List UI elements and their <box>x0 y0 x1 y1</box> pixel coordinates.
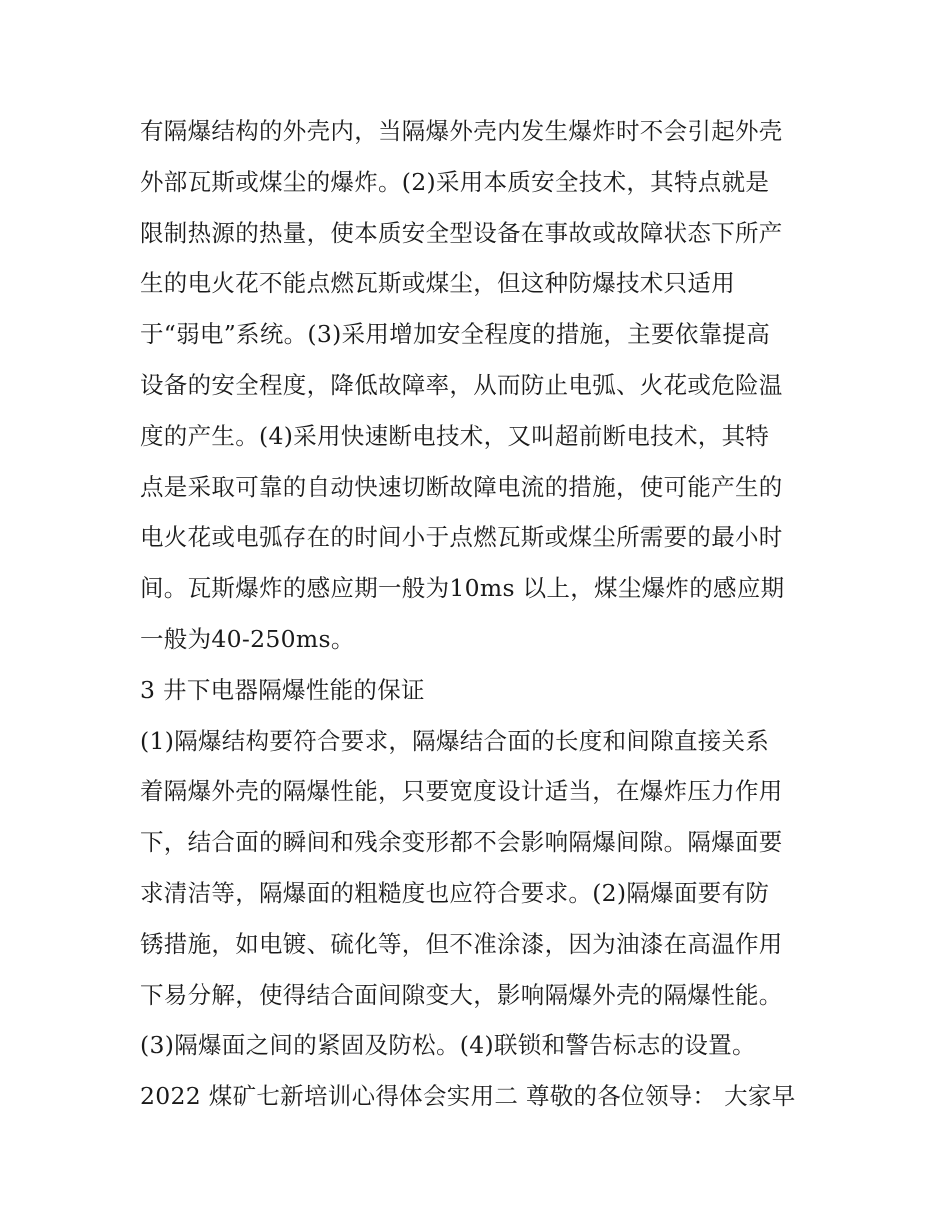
body-text-line: (1)隔爆结构要符合要求，隔爆结合面的长度和间隙直接关系 <box>140 726 770 755</box>
body-text-line: 2022 煤矿七新培训心得体会实用二 尊敬的各位领导： 大家早 <box>140 1082 796 1111</box>
body-text-line: 度的产生。(4)采用快速断电技术，又叫超前断电技术，其特 <box>140 421 770 450</box>
body-text-line: 锈措施，如电镀、硫化等，但不准涂漆，因为油漆在高温作用 <box>140 929 783 958</box>
body-text-line: 生的电火花不能点燃瓦斯或煤尘，但这种防爆技术只适用 <box>140 269 735 298</box>
body-text-line: 着隔爆外壳的隔爆性能，只要宽度设计适当，在爆炸压力作用 <box>140 777 783 806</box>
body-text-line: 下，结合面的瞬间和残余变形都不会影响隔爆间隙。隔爆面要 <box>140 828 783 857</box>
body-text-line: 一般为40-250ms。 <box>140 624 355 653</box>
body-text-line: 下易分解，使得结合面间隙变大，影响隔爆外壳的隔爆性能。 <box>140 980 783 1009</box>
section-heading: 3 井下电器隔爆性能的保证 <box>140 675 425 704</box>
body-text-line: 有隔爆结构的外壳内，当隔爆外壳内发生爆炸时不会引起外壳 <box>140 117 783 145</box>
body-text-line: 间。瓦斯爆炸的感应期一般为10ms 以上，煤尘爆炸的感应期 <box>140 574 785 603</box>
body-text-line: 电火花或电弧存在的时间小于点燃瓦斯或煤尘所需要的最小时 <box>140 523 783 552</box>
body-text-line: 于“弱电”系统。(3)采用增加安全程度的措施，主要依靠提高 <box>140 320 771 349</box>
body-text-line: 设备的安全程度，降低故障率，从而防止电弧、火花或危险温 <box>140 370 783 399</box>
body-text-line: 点是采取可靠的自动快速切断故障电流的措施，使可能产生的 <box>140 472 783 501</box>
body-text-line: 限制热源的热量，使本质安全型设备在事故或故障状态下所产 <box>140 218 783 247</box>
document-body <box>140 106 820 1122</box>
body-text-line: (3)隔爆面之间的紧固及防松。(4)联锁和警告标志的设置。 <box>140 1031 756 1060</box>
body-text-line: 求清洁等，隔爆面的粗糙度也应符合要求。(2)隔爆面要有防 <box>140 878 770 907</box>
body-text-line: 外部瓦斯或煤尘的爆炸。(2)采用本质安全技术，其特点就是 <box>140 167 770 196</box>
